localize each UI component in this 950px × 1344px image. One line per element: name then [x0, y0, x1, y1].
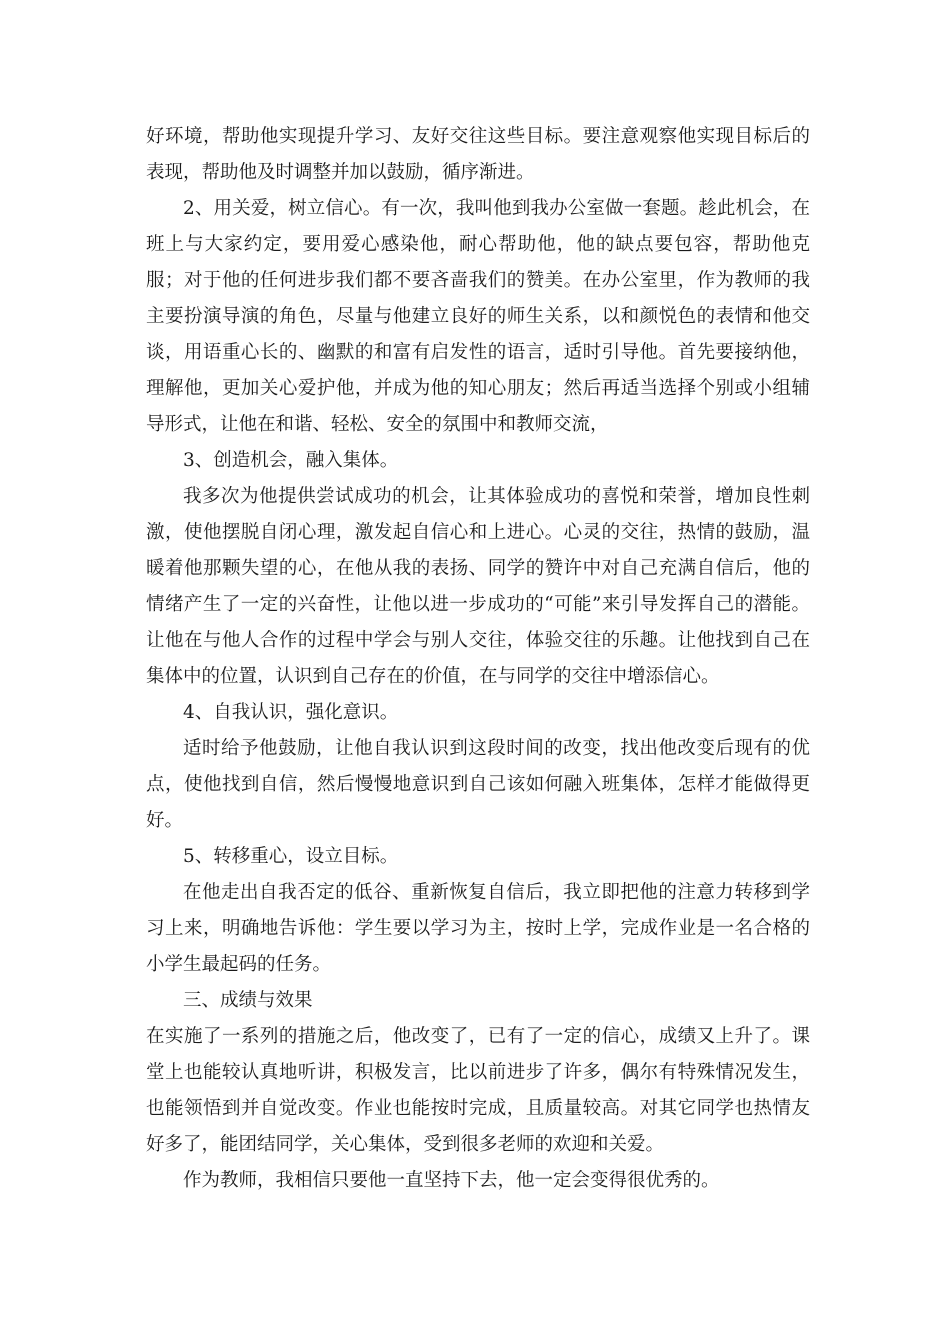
- section-heading: 三、成绩与效果: [183, 990, 313, 1011]
- paragraph: 作为教师，我相信只要他一直坚持下去，他一定会变得很优秀的。: [183, 1170, 720, 1191]
- paragraph: 适时给予他鼓励，让他自我认识到这段时间的改变，找出他改变后现有的优点，使他找到自信，然后慢慢地意识到自己该如何融入班集体，怎样才能做得更好。: [146, 738, 810, 831]
- paragraph: 在实施了一系列的措施之后，他改变了，已有了一定的信心，成绩又上升了。课堂上也能较认真地听讲，积极发言，比以前进步了许多，偶尔有特殊情况发生，也能领悟到并自觉改变。作业也能按时完成，且质量较高。对其它同学也热情友好多了，能团结同学，关心集体，受到很多老师的欢迎和关爱。: [146, 1026, 810, 1155]
- paragraph: 好环境，帮助他实现提升学习、友好交往这些目标。要注意观察他实现目标后的表现，帮助他及时调整并加以鼓励，循序渐进。: [146, 126, 810, 183]
- paragraph: 2、用关爱，树立信心。有一次，我叫他到我办公室做一套题。趁此机会，在班上与大家约定，要用爱心感染他，耐心帮助他，他的缺点要包容，帮助他克服；对于他的任何进步我们都不要吝啬我们的赞美。在办公室里，作为教师的我主要扮演导演的角色，尽量与他建立良好的师生关系，以和颜悦色的表情和他交谈，用语重心长的、幽默的和富有启发性的语言，适时引导他。首先要接纳他，理解他，更加关心爱护他，并成为他的知心朋友；然后再适当选择个别或小组辅导形式，让他在和谐、轻松、安全的氛围中和教师交流，: [146, 198, 810, 435]
- document-body: [146, 119, 810, 1199]
- paragraph: 在他走出自我否定的低谷、重新恢复自信后，我立即把他的注意力转移到学习上来，明确地告诉他：学生要以学习为主，按时上学，完成作业是一名合格的小学生最起码的任务。: [146, 882, 810, 975]
- section-heading: 4、自我认识，强化意识。: [183, 702, 399, 723]
- section-heading: 5、转移重心，设立目标。: [183, 846, 399, 867]
- paragraph: 我多次为他提供尝试成功的机会，让其体验成功的喜悦和荣誉，增加良性刺激，使他摆脱自闭心理，激发起自信心和上进心。心灵的交往，热情的鼓励，温暖着他那颗失望的心，在他从我的表扬、同学的赞许中对自己充满自信后，他的情绪产生了一定的兴奋性，让他以进一步成功的“可能”来引导发挥自己的潜能。让他在与他人合作的过程中学会与别人交往，体验交往的乐趣。让他找到自己在集体中的位置，认识到自己存在的价值，在与同学的交往中增添信心。: [146, 486, 810, 687]
- section-heading: 3、创造机会，融入集体。: [183, 450, 399, 471]
